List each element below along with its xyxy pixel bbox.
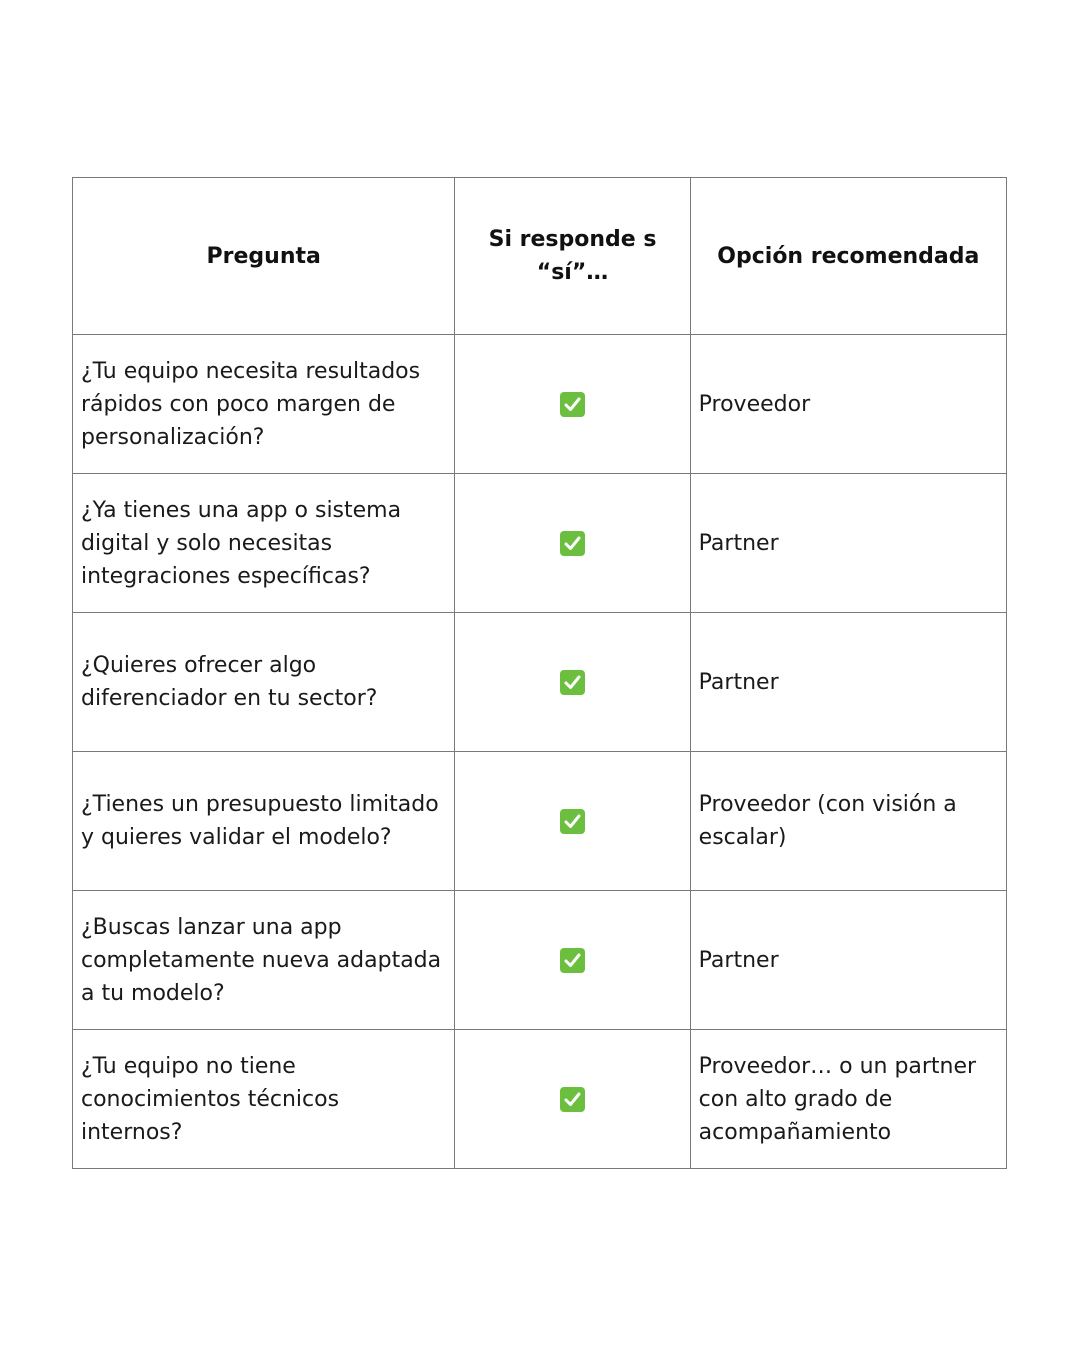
check-mark-icon bbox=[560, 948, 585, 973]
table-row bbox=[73, 613, 1007, 752]
answer-cell bbox=[455, 891, 690, 1030]
option-cell: Proveedor (con visión a escalar) bbox=[690, 752, 1006, 891]
option-cell: Partner bbox=[690, 613, 1006, 752]
question-cell: ¿Buscas lanzar una app completamente nueva adaptada a tu modelo? bbox=[73, 891, 455, 1030]
answer-cell bbox=[455, 335, 690, 474]
table-header-row bbox=[73, 178, 1007, 335]
option-cell: Proveedor bbox=[690, 335, 1006, 474]
answer-cell bbox=[455, 752, 690, 891]
decision-table bbox=[72, 177, 1007, 1169]
table-row bbox=[73, 1030, 1007, 1169]
table-row bbox=[73, 335, 1007, 474]
check-mark-icon bbox=[560, 531, 585, 556]
answer-cell bbox=[455, 474, 690, 613]
option-cell: Partner bbox=[690, 474, 1006, 613]
answer-cell bbox=[455, 1030, 690, 1169]
question-cell: ¿Tienes un presupuesto limitado y quieres validar el modelo? bbox=[73, 752, 455, 891]
question-cell: ¿Ya tienes una app o sistema digital y solo necesitas integraciones específicas? bbox=[73, 474, 455, 613]
question-cell: ¿Tu equipo necesita resultados rápidos con poco margen de personalización? bbox=[73, 335, 455, 474]
check-mark-icon bbox=[560, 1087, 585, 1112]
table-row bbox=[73, 752, 1007, 891]
table-row bbox=[73, 891, 1007, 1030]
check-mark-icon bbox=[560, 670, 585, 695]
answer-cell bbox=[455, 613, 690, 752]
option-cell: Partner bbox=[690, 891, 1006, 1030]
table-row bbox=[73, 474, 1007, 613]
question-cell: ¿Quieres ofrecer algo diferenciador en tu sector? bbox=[73, 613, 455, 752]
header-question: Pregunta bbox=[73, 178, 455, 335]
check-mark-icon bbox=[560, 392, 585, 417]
header-answer: Si responde s “sí”… bbox=[455, 178, 690, 335]
header-option: Opción recomendada bbox=[690, 178, 1006, 335]
option-cell: Proveedor… o un partner con alto grado de acompañamiento bbox=[690, 1030, 1006, 1169]
check-mark-icon bbox=[560, 809, 585, 834]
question-cell: ¿Tu equipo no tiene conocimientos técnicos internos? bbox=[73, 1030, 455, 1169]
